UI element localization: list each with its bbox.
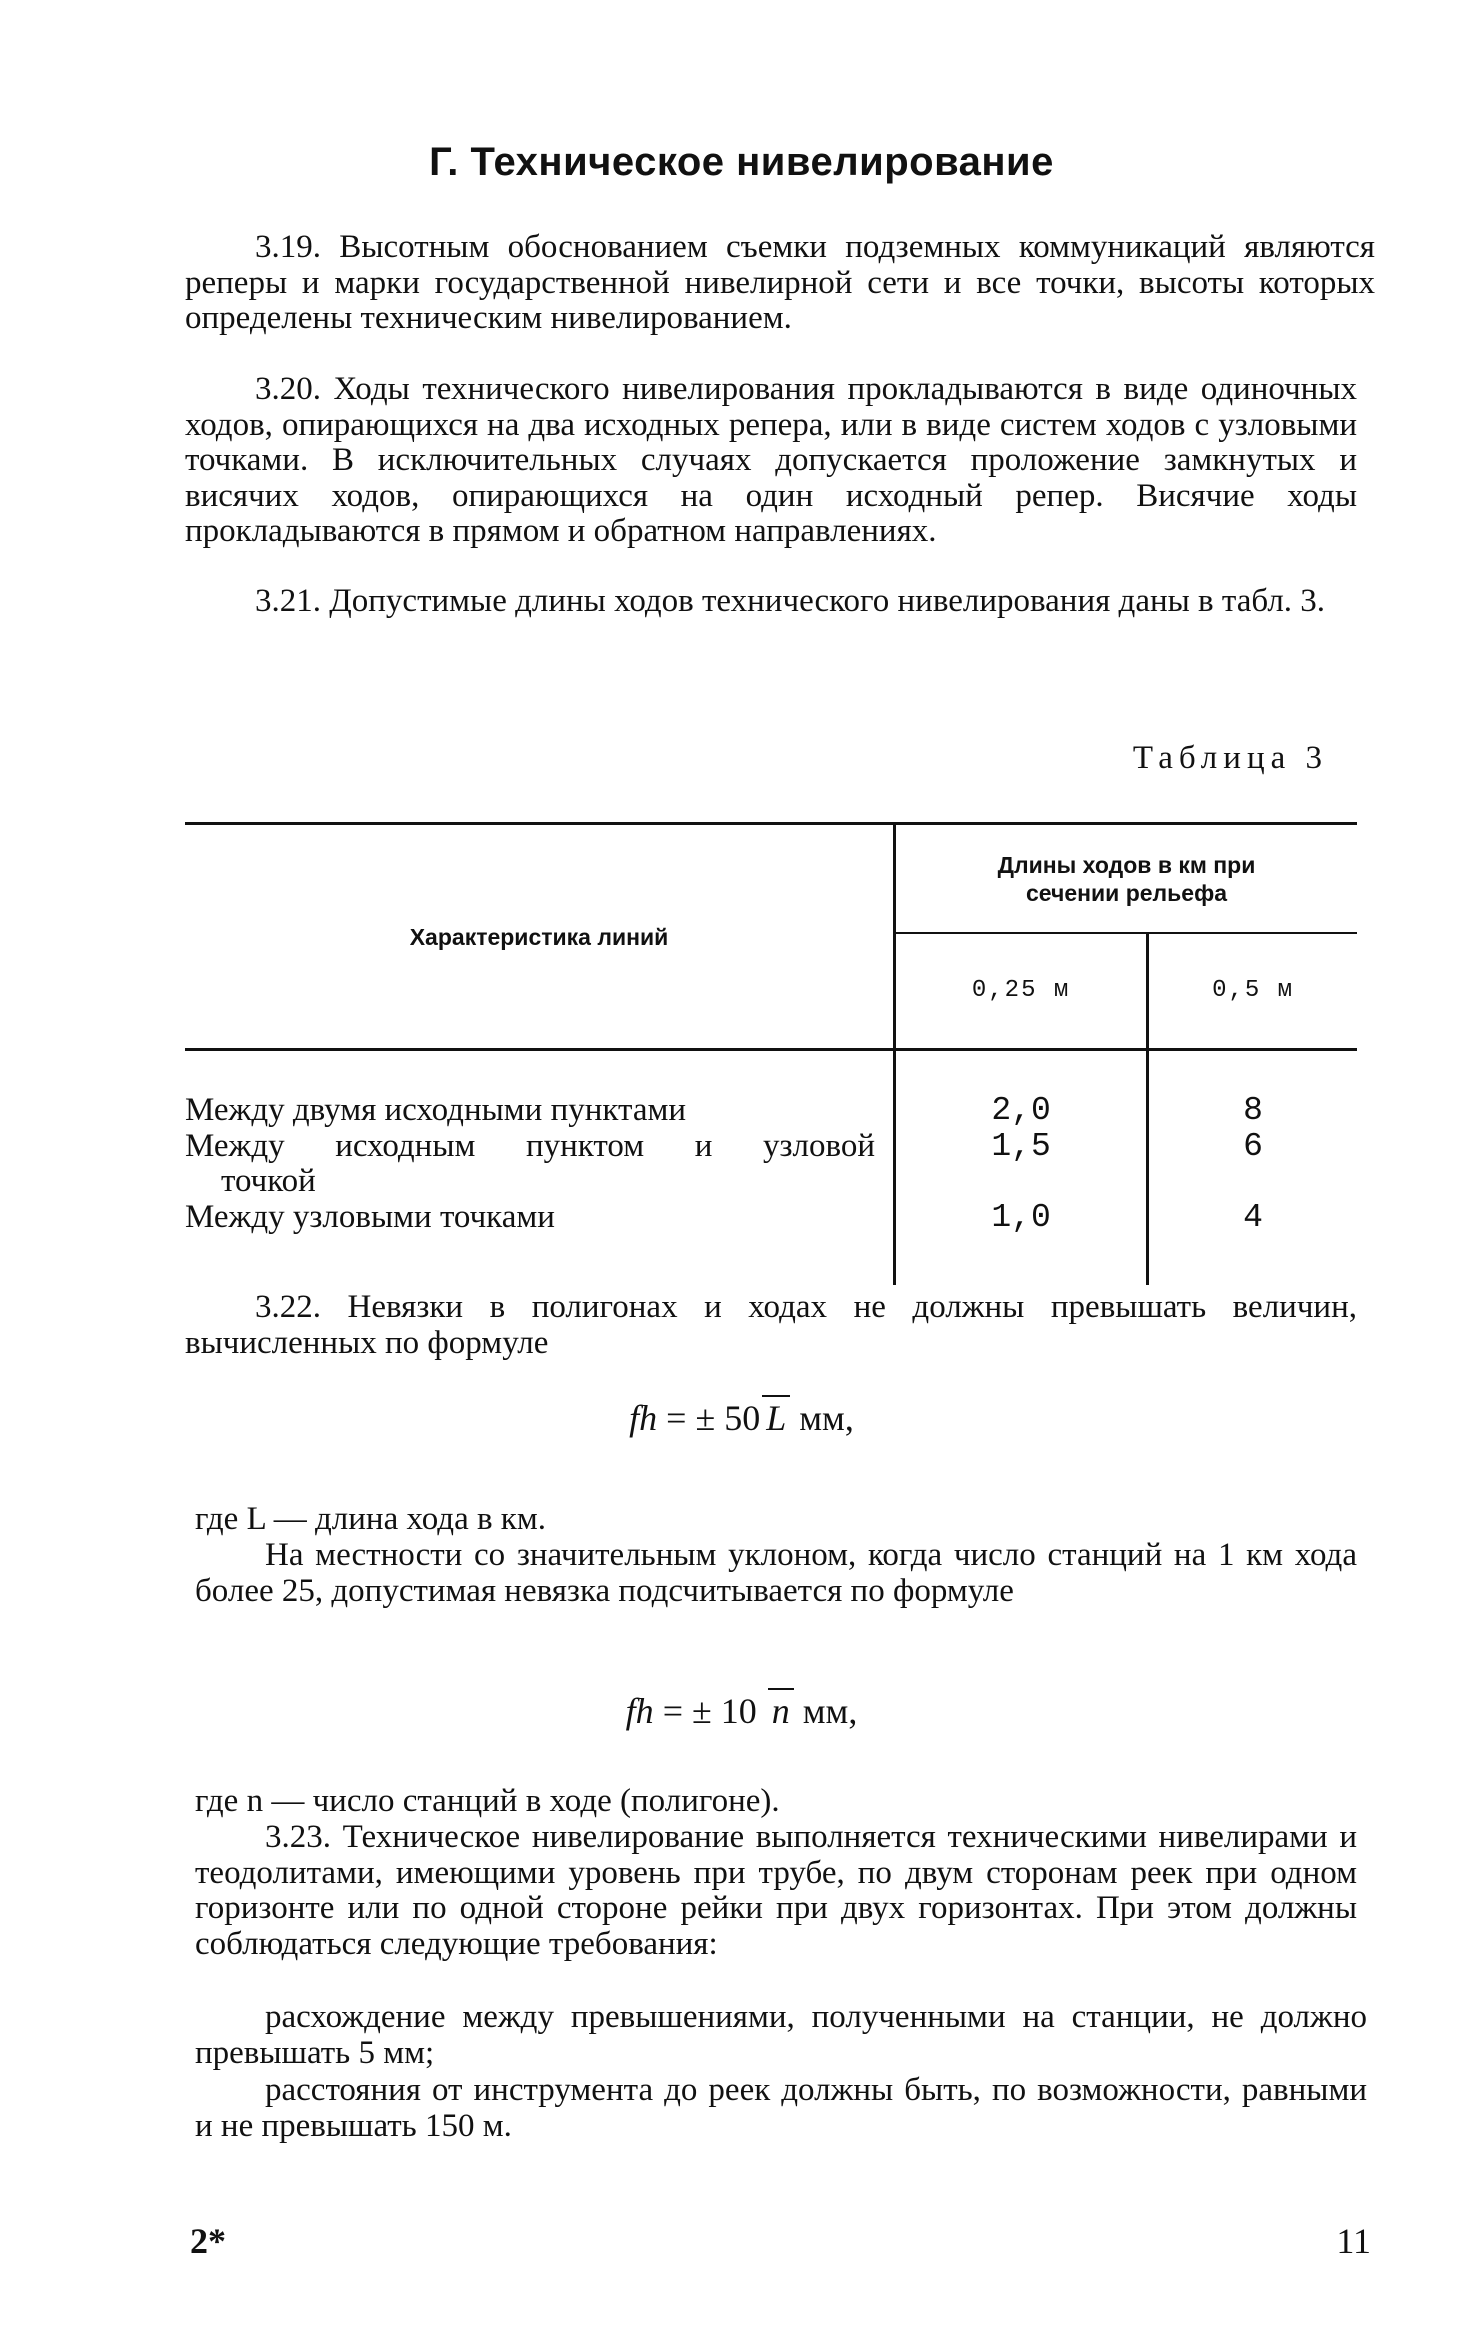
row-value-05: 8 — [1243, 1092, 1263, 1129]
requirement-2: расстояния от инструмента до реек должны быть, по возможности, равными и не превышать 150 м. — [195, 2072, 1367, 2144]
paragraph-3-20: 3.20. Ходы технического нивелирования прокладываются в виде одиночных ходов, опирающихся на два исходных репера, или в виде систем ходов с узловыми точками. В исключительных случаях допускается проложение замкнутых и висячих ходов, опирающихся на один исходный репер. Висячие ходы прокладываются в прямом и обратном направлениях. — [185, 371, 1357, 549]
paragraph-3-21: 3.21. Допустимые длины ходов технического нивелирования даны в табл. 3. — [255, 583, 1326, 619]
row-value-05: 4 — [1243, 1198, 1263, 1236]
row-label: Между узловыми точками — [185, 1200, 895, 1286]
paragraph-3-23: 3.23. Техническое нивелирование выполняется техническими нивелирами и теодолитами, имеющими уровень при трубе, по двум сторонам реек при одном горизонте или по одной стороне рейки при двух горизонтах. При этом должны соблюдаться следующие требования: — [195, 1819, 1357, 1962]
section-heading: Г. Техническое нивелирование — [429, 140, 1054, 184]
sqrt-L: L — [762, 1395, 790, 1439]
formula-fh-L: fh = ± 50 L мм, — [0, 1395, 1483, 1439]
requirement-1: расхождение между превышениями, полученными на станции, не должно превышать 5 мм; — [195, 1999, 1367, 2071]
lengths-table — [185, 822, 1357, 1285]
sqrt-n: n — [768, 1688, 794, 1732]
paragraph-3-19: 3.19. Высотным обоснованием съемки подземных коммуникаций являются реперы и марки государственной нивелирной сети и все точки, высоты которых определены техническим нивелированием. — [185, 229, 1375, 336]
signature-mark: 2* — [190, 2221, 226, 2261]
header-025m: 0,25 м — [895, 933, 1148, 1050]
row-value-025: 2,0 — [895, 1050, 1148, 1129]
table-row — [185, 1129, 1357, 1200]
page-number: 11 — [1336, 2221, 1371, 2261]
formula-fh-n: fh = ± 10 n мм, — [0, 1688, 1483, 1732]
row-value-025: 1,5 — [895, 1129, 1148, 1200]
row-value-025: 1,0 — [895, 1200, 1148, 1286]
table-caption: Таблица 3 — [1132, 740, 1328, 776]
header-line-characteristic: Характеристика линий — [185, 824, 895, 1050]
paragraph-3-22: 3.22. Невязки в полигонах и ходах не должны превышать величин, вычисленных по формуле — [185, 1289, 1357, 1361]
row-value-05: 6 — [1243, 1127, 1263, 1165]
where-L: где L — длина хода в км. — [195, 1501, 546, 1537]
where-n: где n — число станций в ходе (полигоне). — [195, 1783, 780, 1819]
row-label: Между исходным пунктом и узловой точкой — [185, 1129, 895, 1200]
table-row — [185, 1200, 1357, 1286]
row-label: Между двумя исходными пунктами — [185, 1050, 895, 1129]
header-05m: 0,5 м — [1148, 933, 1357, 1050]
paragraph-slope: На местности со значительным уклоном, когда число станций на 1 км хода более 25, допустимая невязка подсчитывается по формуле — [195, 1537, 1357, 1609]
table-row — [185, 1050, 1357, 1129]
header-lengths-group: Длины ходов в км при сечении рельефа — [895, 824, 1358, 934]
